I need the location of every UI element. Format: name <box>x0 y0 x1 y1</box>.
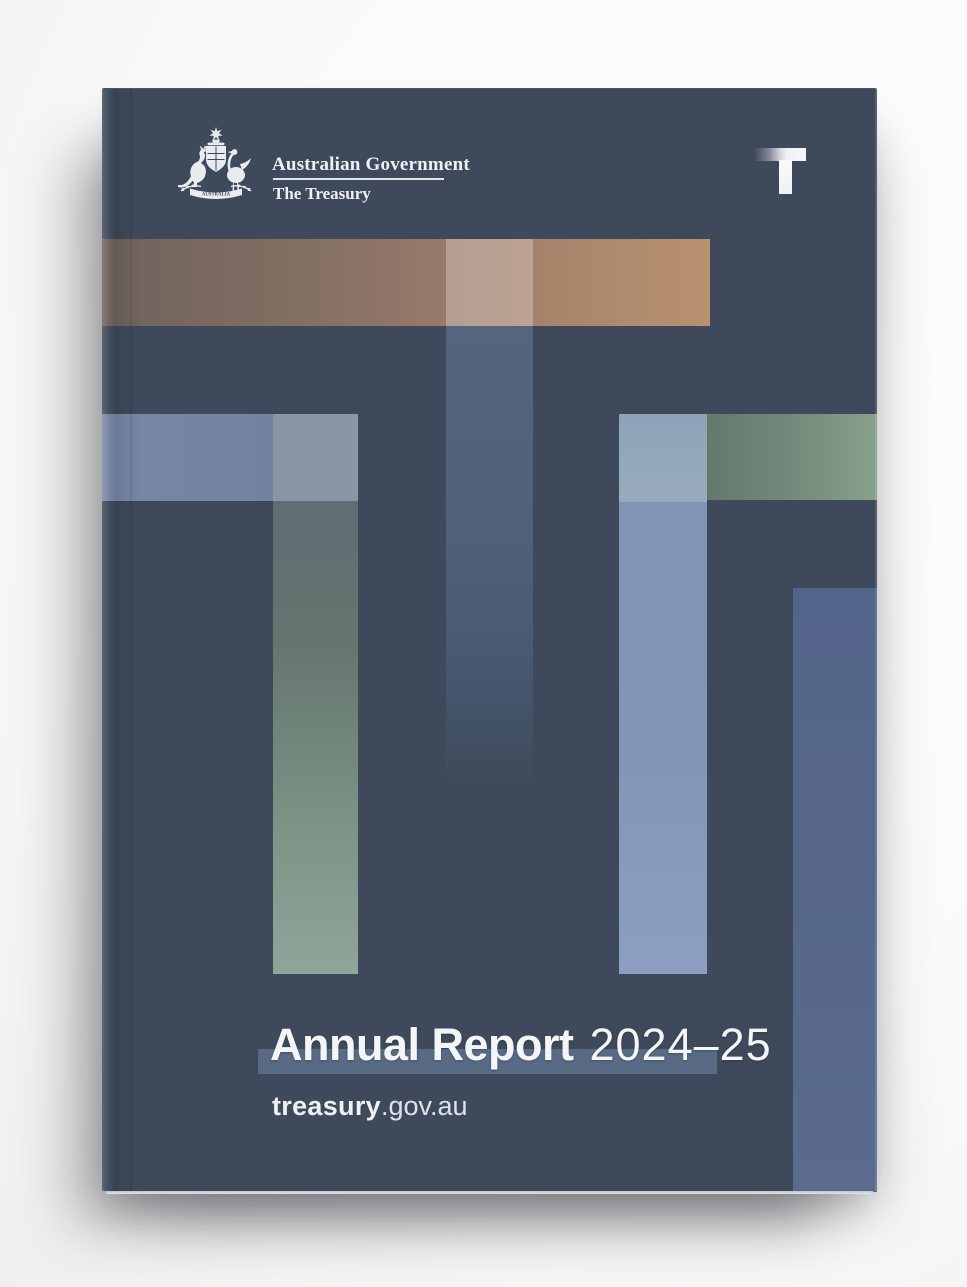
far-right-bar-shape <box>793 588 877 1192</box>
department-name: The Treasury <box>273 184 371 203</box>
t-logo-stem <box>779 160 792 194</box>
crest-banner-text: AUSTRALIA <box>201 192 231 198</box>
right-periwinkle-column-shape <box>619 502 707 974</box>
report-cover <box>102 88 877 1191</box>
website-url <box>272 1093 468 1120</box>
left-green-column-shape <box>273 501 358 974</box>
report-title <box>270 1019 772 1070</box>
website-url-suffix: .gov.au <box>380 1091 468 1121</box>
website-url-domain: treasury <box>272 1091 381 1121</box>
report-title-main: Annual Report <box>270 1019 574 1070</box>
spine-crease-line <box>130 89 132 1191</box>
masthead-divider <box>273 178 444 180</box>
right-edge-highlight <box>875 89 877 1191</box>
right-green-bar-shape <box>707 414 877 500</box>
left-overlap-shape <box>273 414 358 501</box>
copper-bar-shape <box>102 239 710 326</box>
centre-column-shape <box>446 326 533 796</box>
australian-coat-of-arms-icon <box>170 125 262 201</box>
copper-bar-highlight-shape <box>446 239 533 326</box>
report-title-year: 2024–25 <box>589 1019 772 1070</box>
page-block-edge <box>106 1191 873 1194</box>
agency-name: Australian Government <box>272 154 470 175</box>
right-overlap-shape <box>619 414 707 502</box>
